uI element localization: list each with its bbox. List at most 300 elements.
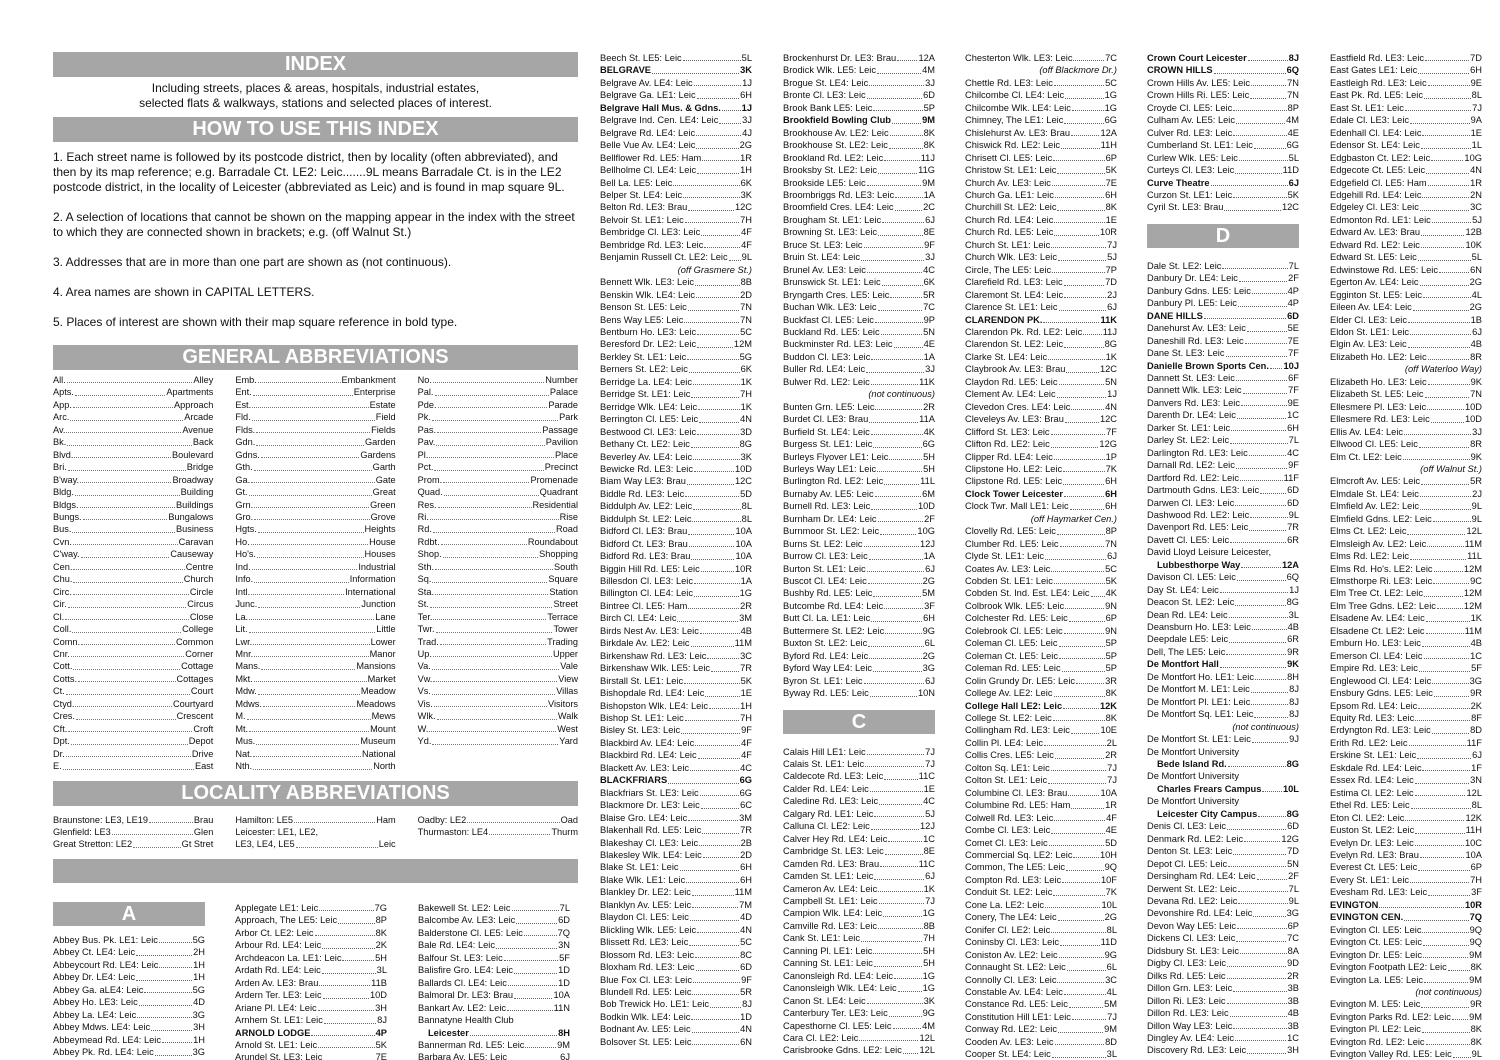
abbr-short: Hgts.	[235, 524, 257, 535]
leader-dots	[1230, 434, 1287, 443]
leader-dots	[1251, 683, 1288, 692]
index-column-a3	[418, 902, 570, 1060]
leader-dots	[695, 949, 739, 958]
entry-name: Devon Way LE5: Leic	[1147, 920, 1237, 931]
index-entry	[965, 762, 1117, 774]
map-reference: 7N	[1287, 90, 1299, 101]
map-reference: 1C	[1287, 1032, 1299, 1043]
index-entry	[1330, 451, 1482, 463]
abbr-row	[53, 424, 213, 436]
leader-dots	[869, 77, 924, 86]
entry-name: Burns St. LE2: Leic	[783, 538, 863, 549]
entry-name: Brodick Wlk. LE5: Leic	[783, 65, 877, 76]
entry-name: Abbey Ga. aLE4: Leic	[53, 984, 144, 995]
leader-dots	[702, 152, 739, 161]
abbr-full: Quadrant	[539, 487, 578, 498]
entry-name: Archdeacon La. LE1: Leic	[235, 952, 342, 963]
index-entry	[600, 924, 752, 936]
entry-name: Bankart Av. LE2: Leic	[418, 1002, 507, 1013]
map-reference: 6H	[740, 862, 752, 873]
entry-name: Edward Av. LE3: Brau	[1330, 227, 1421, 238]
map-reference: 2H	[193, 947, 205, 958]
map-reference: 5P	[923, 102, 935, 113]
leader-dots	[867, 563, 924, 572]
entry-name: Blake Wlk. LE1: Leic	[600, 874, 686, 885]
abbr-row	[53, 486, 213, 498]
map-reference: 6L	[924, 638, 935, 649]
leader-dots	[254, 511, 369, 520]
abbr-short: Cir.	[53, 599, 67, 610]
entry-name: Evington M. LE5: Leic	[1330, 999, 1421, 1010]
leader-dots	[1238, 895, 1287, 904]
entry-name: Clifford St. LE3: Leic	[965, 426, 1050, 437]
entry-name: Crown Hills Ri. LE5: Leic	[1147, 90, 1250, 101]
leader-dots	[514, 989, 552, 998]
abbr-row	[53, 636, 213, 648]
index-entry	[965, 899, 1117, 911]
leader-dots	[696, 139, 738, 148]
entry-name: Church Av. LE3: Leic	[965, 177, 1051, 188]
entry-name: Blanklyn Av. LE5: Leic	[600, 899, 692, 910]
abbr-full: Causeway	[170, 549, 214, 560]
map-reference: 9N	[1105, 600, 1117, 611]
entry-name: Clock Twr. Mall LE1: Leic	[965, 501, 1069, 512]
map-reference: 9E	[1470, 77, 1482, 88]
index-entry	[783, 264, 935, 276]
leader-dots	[296, 838, 378, 847]
map-reference: 6H	[1287, 422, 1299, 433]
index-entry	[1147, 201, 1299, 213]
locality-name: LE3, LE4, LE5	[235, 839, 295, 850]
leader-dots	[1236, 459, 1287, 468]
entry-name: College Av. LE2: Leic	[965, 688, 1053, 699]
leader-dots	[430, 598, 553, 607]
entry-name: Edale Cl. LE3: Leic	[1330, 115, 1410, 126]
map-reference: 5C	[740, 326, 752, 337]
index-entry	[783, 845, 935, 857]
index-entry	[1330, 488, 1482, 500]
map-reference: 11H	[1465, 825, 1482, 836]
index-entry	[600, 675, 752, 687]
abbr-full: Visitors	[548, 698, 578, 709]
leader-dots	[133, 838, 181, 847]
leader-dots	[1422, 1023, 1470, 1032]
index-entry	[1330, 563, 1482, 575]
leader-dots	[1422, 924, 1468, 933]
entry-name: Biddulph Av. LE2: Leic	[600, 501, 693, 512]
index-entry	[965, 139, 1117, 151]
map-reference: 8C	[740, 949, 752, 960]
index-entry	[1147, 127, 1299, 139]
entry-name: Ardath Rd. LE4: Leic	[235, 965, 321, 976]
index-entry	[600, 936, 752, 948]
map-reference: 9K	[1470, 376, 1482, 387]
abbr-full: Business	[176, 524, 214, 535]
abbr-row	[418, 735, 578, 747]
entry-name: Darnall Rd. LE2: Leic	[1147, 460, 1235, 471]
abbr-short: Shop.	[417, 549, 442, 560]
index-entry	[783, 995, 935, 1007]
index-entry	[1147, 64, 1299, 76]
index-entry	[600, 961, 752, 973]
entry-name: Cobden St. Ind. Est. LE4: Leic	[965, 588, 1090, 599]
leader-dots	[867, 746, 924, 755]
index-entry	[1147, 845, 1299, 857]
leader-dots	[1408, 314, 1470, 323]
index-entry	[418, 1039, 570, 1051]
index-entry	[965, 799, 1117, 811]
leader-dots	[72, 623, 181, 632]
map-reference: 7F	[1106, 426, 1117, 437]
leader-dots	[251, 474, 375, 483]
entry-name: Bodkin Wlk. LE4: Leic	[600, 1011, 691, 1022]
entry-name: Chilcombe Wlk. LE4: Leic	[965, 102, 1071, 113]
map-reference: 7L	[1288, 435, 1299, 446]
leader-dots	[323, 989, 369, 998]
leader-dots	[1238, 883, 1288, 892]
map-reference: 7L	[559, 903, 570, 913]
index-entry	[1330, 886, 1482, 898]
entry-name: Bryngarth Cres. LE5: Leic	[783, 289, 890, 300]
entry-name: Canning St. LE1: Leic	[783, 958, 873, 969]
index-entry	[1330, 874, 1482, 886]
entry-name: Cumberland St. LE1: Leic	[1147, 140, 1253, 151]
abbr-row	[53, 561, 213, 573]
leader-dots	[1258, 808, 1285, 817]
leader-dots	[1410, 326, 1471, 335]
entry-name: Bennett Wlk. LE3: Leic	[600, 277, 695, 288]
index-entry	[235, 1002, 387, 1014]
index-entry	[965, 201, 1117, 213]
map-reference: 7H	[740, 214, 752, 225]
index-entry	[1330, 861, 1482, 873]
map-reference: 7P	[1105, 264, 1117, 275]
abbr-short: Up.	[417, 648, 432, 659]
leader-dots	[429, 723, 556, 732]
index-entry	[783, 500, 935, 512]
map-reference: 10G	[917, 526, 935, 537]
entry-name: Brougham St. LE1: Leic	[783, 214, 882, 225]
map-reference: 12C	[1099, 414, 1117, 425]
index-entry	[1330, 911, 1482, 923]
index-entry	[783, 139, 935, 151]
index-entry	[1330, 251, 1482, 263]
abbr-short: Ter.	[417, 611, 433, 622]
entry-name: De Montfort University	[1147, 771, 1239, 782]
map-reference: 4M	[922, 65, 935, 76]
map-reference: 11C	[918, 858, 935, 869]
index-entry	[600, 600, 752, 612]
index-intro	[53, 81, 578, 111]
entry-name: Elsadene Av. LE4: Leic	[1330, 613, 1425, 624]
entry-name: Clipstone Ho. LE2: Leic	[965, 463, 1063, 474]
leader-dots	[72, 523, 175, 532]
index-entry	[965, 675, 1117, 687]
abbr-full: Circus	[187, 599, 214, 610]
entry-name: Birkenshaw Rd. LE3: Leic	[600, 650, 707, 661]
entry-name: Blankley Dr. LE2: Leic	[600, 887, 691, 898]
abbr-row	[235, 461, 395, 473]
map-reference: 4N	[740, 1024, 752, 1035]
index-entry	[235, 902, 387, 914]
abbr-full: Junction	[361, 599, 396, 610]
abbr-full: View	[558, 673, 578, 684]
entry-name: Barbara Av. LE5: Leic	[418, 1052, 508, 1060]
index-entry	[1330, 837, 1482, 849]
index-entry	[1147, 746, 1299, 758]
index-entry	[1330, 513, 1482, 525]
entry-name: De Montfort M. LE1: Leic	[1147, 684, 1250, 695]
leader-dots	[874, 870, 924, 879]
index-entry	[235, 927, 387, 939]
leader-dots	[1231, 422, 1286, 431]
map-reference: 3K	[923, 995, 935, 1006]
leader-dots	[873, 438, 921, 447]
entry-name: Carisbrooke Gdns. LE2: Leic	[783, 1045, 902, 1056]
index-entry	[600, 812, 752, 824]
index-entry	[1147, 152, 1299, 164]
entry-name: Everest Ct. LE5: Leic	[1330, 862, 1418, 873]
abbr-short: Bri.	[53, 462, 67, 473]
map-reference: 10R	[1464, 899, 1482, 910]
abbr-full: Museum	[360, 736, 396, 747]
general-abbreviations	[53, 374, 578, 773]
abbr-row	[235, 710, 395, 722]
leader-dots	[1433, 575, 1469, 584]
index-entry	[53, 946, 205, 958]
index-entry	[783, 675, 935, 687]
abbr-short: Lwr.	[235, 636, 253, 647]
index-entry	[965, 226, 1117, 238]
index-entry	[600, 52, 752, 64]
intro-line-2: selected flats & walkways, stations and selected places of interest.	[139, 96, 492, 110]
leader-dots	[68, 598, 187, 607]
leader-dots	[73, 399, 173, 408]
entry-name: Belle Vue Av. LE4: Leic	[600, 140, 696, 151]
locality-row	[418, 814, 578, 826]
index-entry	[1147, 970, 1299, 982]
leader-dots	[1229, 633, 1286, 642]
locality-abbr: Oad	[560, 814, 578, 825]
leader-dots	[66, 685, 190, 694]
abbr-short: Vis.	[417, 698, 433, 709]
entry-name: Devonshire Rd. LE4: Leic	[1147, 908, 1253, 919]
index-entry	[235, 939, 387, 951]
leader-dots	[692, 513, 740, 522]
index-entry	[600, 177, 752, 189]
map-reference: 12L	[1466, 526, 1482, 537]
leader-dots	[871, 612, 922, 621]
abbr-full: Meadow	[360, 686, 396, 697]
abbr-row	[235, 436, 395, 448]
abbr-full: North	[373, 761, 396, 772]
leader-dots	[701, 799, 739, 808]
leader-dots	[897, 52, 917, 61]
entry-name: Belvoir St. LE1: Leic	[600, 214, 684, 225]
entry-name: Balmoral Dr. LE3: Brau	[418, 990, 514, 1001]
abbr-row	[235, 660, 395, 672]
index-entry	[1330, 152, 1482, 164]
entry-name: Cara Cl. LE2: Leic	[783, 1032, 859, 1043]
leader-dots	[433, 673, 557, 682]
map-reference: 4B	[1470, 339, 1482, 350]
entry-name: Broomfield Cres. LE4: Leic	[783, 202, 894, 213]
index-entry	[965, 737, 1117, 749]
index-entry	[1330, 1048, 1482, 1060]
map-reference: 8P	[375, 915, 387, 926]
map-reference: 3D	[740, 426, 752, 437]
map-reference: 1E	[740, 688, 752, 699]
leader-dots	[1052, 177, 1105, 186]
index-entry	[965, 774, 1117, 786]
index-entry	[965, 998, 1117, 1010]
map-reference: 7K	[1105, 887, 1117, 898]
leader-dots	[1427, 538, 1463, 547]
index-entry	[1330, 924, 1482, 936]
entry-name: Biddle Rd. LE3: Leic	[600, 488, 685, 499]
abbr-row	[53, 673, 213, 685]
abbr-row	[235, 723, 395, 735]
leader-dots	[867, 177, 921, 186]
entry-name: Benskin Wlk. LE4: Leic	[600, 289, 696, 300]
map-reference: 4M	[1286, 115, 1299, 126]
entry-name: Biddulph St. LE2: Leic	[600, 513, 692, 524]
abbr-full: House	[369, 536, 396, 547]
abbr-row	[235, 411, 395, 423]
locality-abbr: Thurm	[551, 826, 578, 837]
leader-dots	[1073, 52, 1104, 61]
abbr-full: Information	[349, 574, 396, 585]
entry-name: Brunel Av. LE3: Leic	[783, 264, 866, 275]
index-entry	[783, 114, 935, 126]
map-reference: 8L	[741, 501, 752, 512]
index-entry	[783, 525, 935, 537]
leader-dots	[1233, 189, 1286, 198]
entry-name: Bolsover St. LE5: Leic	[600, 1036, 692, 1047]
abbr-full: Courtyard	[172, 698, 214, 709]
index-entry	[600, 500, 752, 512]
map-reference: 4P	[375, 1027, 387, 1038]
leader-dots	[73, 660, 180, 669]
index-entry	[783, 550, 935, 562]
map-reference: 9F	[741, 725, 752, 736]
entry-name: Burton St. LE1: Leic	[783, 563, 866, 574]
map-reference: 5H	[923, 958, 935, 969]
entry-name: Davett Cl. LE5: Leic	[1147, 534, 1230, 545]
leader-dots	[1245, 335, 1287, 344]
map-reference: 9Q	[1469, 937, 1482, 948]
leader-dots	[1411, 799, 1471, 808]
abbr-row	[418, 660, 578, 672]
index-entry	[418, 927, 570, 939]
index-entry	[965, 114, 1117, 126]
entry-name: Coniston Av. LE2: Leic	[965, 949, 1058, 960]
abbr-row	[53, 748, 213, 760]
abbr-short: Res.	[417, 499, 437, 510]
map-reference: 2N	[1470, 189, 1482, 200]
index-entry	[1147, 139, 1299, 151]
index-entry	[783, 289, 935, 301]
index-entry	[600, 749, 752, 761]
entry-name: Biggin Hill Rd. LE5: Leic	[600, 563, 700, 574]
leader-dots	[136, 971, 192, 980]
map-reference: 1C	[1470, 650, 1482, 661]
index-entry	[600, 64, 752, 76]
index-entry	[1147, 177, 1299, 189]
locality-abbr: Ham	[376, 814, 396, 825]
leader-dots	[433, 374, 544, 383]
index-entry	[1147, 409, 1299, 421]
map-reference: 8B	[740, 277, 752, 288]
map-reference: 3L	[1106, 1049, 1117, 1060]
index-entry	[783, 64, 935, 76]
abbr-row	[53, 573, 213, 585]
abbr-full: Buildings	[176, 499, 214, 510]
entry-name: Elms Ct. LE2: Leic	[1330, 526, 1407, 537]
index-entry	[965, 77, 1117, 89]
map-reference: 7J	[1107, 1011, 1117, 1022]
map-reference: 6J	[560, 1052, 570, 1060]
entry-name: Dickens Cl. LE3: Leic	[1147, 933, 1236, 944]
leader-dots	[1235, 497, 1286, 506]
map-reference: 7K	[1105, 463, 1117, 474]
index-entry	[965, 189, 1117, 201]
index-entry	[600, 849, 752, 861]
leader-dots	[691, 550, 734, 559]
entry-name: Davenport Rd. LE5: Leic	[1147, 522, 1249, 533]
map-reference: 5K	[1105, 165, 1117, 176]
map-reference: 8J	[1289, 709, 1299, 720]
entry-name: Abbey La. LE4: Leic	[53, 1009, 137, 1020]
leader-dots	[1222, 260, 1287, 269]
abbr-short: Dpt.	[53, 736, 70, 747]
index-entry	[1330, 625, 1482, 637]
map-reference: 2D	[740, 850, 752, 860]
leader-dots	[861, 932, 922, 941]
leader-dots	[1407, 525, 1465, 534]
abbr-full: Heights	[364, 524, 396, 535]
index-entry	[600, 488, 752, 500]
leader-dots	[871, 376, 918, 385]
map-reference: 5N	[1287, 858, 1299, 869]
leader-dots	[470, 1027, 557, 1036]
entry-name: Colton Sq. LE1: Leic	[965, 762, 1050, 773]
entry-name: Canonsleigh Rd. LE4: Leic	[783, 970, 894, 981]
leader-dots	[1252, 621, 1287, 630]
leader-dots	[1043, 314, 1099, 323]
leader-dots	[73, 573, 182, 582]
index-entry	[1330, 276, 1482, 288]
abbr-short: Gdns.	[235, 449, 260, 460]
abbr-row	[235, 374, 395, 386]
leader-dots	[323, 1051, 374, 1060]
leader-dots	[1230, 1007, 1287, 1016]
entry-name: Blissett Rd. LE3: Leic	[600, 937, 689, 948]
index-entry	[600, 861, 752, 873]
index-entry	[965, 600, 1117, 612]
entry-name: Eastleigh Rd. LE3: Leic	[1330, 77, 1427, 88]
entry-name: Burleys Flyover LE1: Leic	[783, 451, 889, 462]
leader-dots	[1051, 762, 1106, 771]
leader-dots	[1051, 438, 1099, 447]
index-note: (off Walnut St.)	[1420, 463, 1482, 474]
abbr-full: Palace	[549, 387, 578, 398]
leader-dots	[257, 548, 364, 557]
entry-name: Danbury Pl. LE5: Leic	[1147, 298, 1237, 309]
entry-name: Chiswick Rd. LE2: Leic	[965, 140, 1061, 151]
entry-name: Dean Rd. LE4: Leic	[1147, 609, 1228, 620]
abbr-row	[53, 611, 213, 623]
